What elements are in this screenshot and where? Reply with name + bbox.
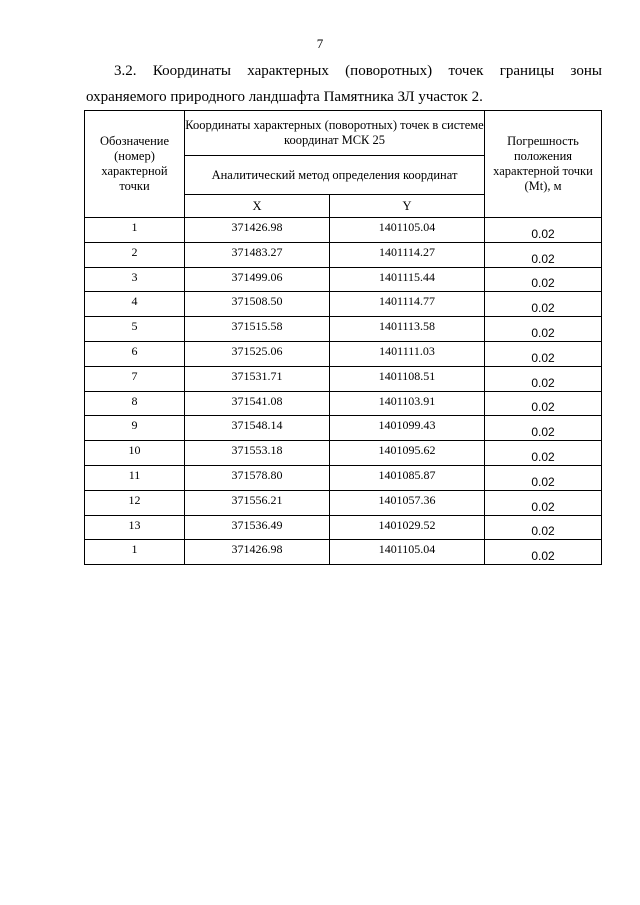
table-row (85, 366, 602, 391)
x-coordinate-cell: 371515.58 (185, 317, 330, 342)
y-coordinate-cell: 1401105.04 (330, 540, 485, 565)
y-coordinate-cell: 1401115.44 (330, 267, 485, 292)
error-cell: 0.02 (485, 292, 602, 317)
header-coords-group: Координаты характерных (поворотных) точек в системе координат МСК 25 (185, 111, 485, 156)
point-number-cell: 4 (85, 292, 185, 317)
header-error: Погрешность положения характерной точки (Mt), м (485, 111, 602, 218)
error-cell: 0.02 (485, 218, 602, 243)
x-coordinate-cell: 371499.06 (185, 267, 330, 292)
table-row (85, 540, 602, 565)
x-coordinate-cell: 371556.21 (185, 490, 330, 515)
point-number-cell: 9 (85, 416, 185, 441)
x-coordinate-cell: 371483.27 (185, 242, 330, 267)
coordinates-table (84, 110, 602, 565)
x-coordinate-cell: 371553.18 (185, 441, 330, 466)
table-row (85, 292, 602, 317)
y-coordinate-cell: 1401057.36 (330, 490, 485, 515)
error-cell: 0.02 (485, 416, 602, 441)
error-cell: 0.02 (485, 267, 602, 292)
table-row (85, 391, 602, 416)
table-row (85, 218, 602, 243)
y-coordinate-cell: 1401103.91 (330, 391, 485, 416)
heading-line-1: 3.2. Координаты характерных (поворотных) точек границы зоны (114, 63, 602, 79)
page-number: 7 (316, 36, 324, 51)
point-number-cell: 2 (85, 242, 185, 267)
y-coordinate-cell: 1401114.77 (330, 292, 485, 317)
x-coordinate-cell: 371536.49 (185, 515, 330, 540)
error-cell: 0.02 (485, 465, 602, 490)
error-cell: 0.02 (485, 490, 602, 515)
error-cell: 0.02 (485, 441, 602, 466)
table-row (85, 341, 602, 366)
error-cell: 0.02 (485, 366, 602, 391)
table-row (85, 416, 602, 441)
point-number-cell: 6 (85, 341, 185, 366)
point-number-cell: 1 (85, 540, 185, 565)
point-number-cell: 11 (85, 465, 185, 490)
header-point-designation: Обозначение (номер) характерной точки (85, 111, 185, 218)
y-coordinate-cell: 1401114.27 (330, 242, 485, 267)
x-coordinate-cell: 371541.08 (185, 391, 330, 416)
table-row (85, 465, 602, 490)
y-coordinate-cell: 1401099.43 (330, 416, 485, 441)
header-y: Y (330, 195, 485, 218)
heading-line-2: охраняемого природного ландшафта Памятника ЗЛ участок 2. (86, 89, 483, 105)
x-coordinate-cell: 371426.98 (185, 540, 330, 565)
error-cell: 0.02 (485, 515, 602, 540)
table-row (85, 490, 602, 515)
table-header (85, 111, 602, 218)
header-x: X (185, 195, 330, 218)
y-coordinate-cell: 1401108.51 (330, 366, 485, 391)
error-cell: 0.02 (485, 341, 602, 366)
section-heading (86, 58, 602, 110)
error-cell: 0.02 (485, 391, 602, 416)
y-coordinate-cell: 1401113.58 (330, 317, 485, 342)
table-body (85, 218, 602, 565)
x-coordinate-cell: 371426.98 (185, 218, 330, 243)
table-row (85, 441, 602, 466)
point-number-cell: 10 (85, 441, 185, 466)
y-coordinate-cell: 1401105.04 (330, 218, 485, 243)
x-coordinate-cell: 371531.71 (185, 366, 330, 391)
x-coordinate-cell: 371525.06 (185, 341, 330, 366)
point-number-cell: 13 (85, 515, 185, 540)
error-cell: 0.02 (485, 242, 602, 267)
table-row (85, 267, 602, 292)
x-coordinate-cell: 371578.80 (185, 465, 330, 490)
y-coordinate-cell: 1401029.52 (330, 515, 485, 540)
error-cell: 0.02 (485, 540, 602, 565)
x-coordinate-cell: 371548.14 (185, 416, 330, 441)
point-number-cell: 3 (85, 267, 185, 292)
table-row (85, 317, 602, 342)
header-method: Аналитический метод определения координат (185, 156, 485, 195)
y-coordinate-cell: 1401085.87 (330, 465, 485, 490)
table-row (85, 515, 602, 540)
table-row (85, 242, 602, 267)
y-coordinate-cell: 1401111.03 (330, 341, 485, 366)
point-number-cell: 12 (85, 490, 185, 515)
point-number-cell: 8 (85, 391, 185, 416)
x-coordinate-cell: 371508.50 (185, 292, 330, 317)
y-coordinate-cell: 1401095.62 (330, 441, 485, 466)
point-number-cell: 7 (85, 366, 185, 391)
error-cell: 0.02 (485, 317, 602, 342)
point-number-cell: 5 (85, 317, 185, 342)
point-number-cell: 1 (85, 218, 185, 243)
